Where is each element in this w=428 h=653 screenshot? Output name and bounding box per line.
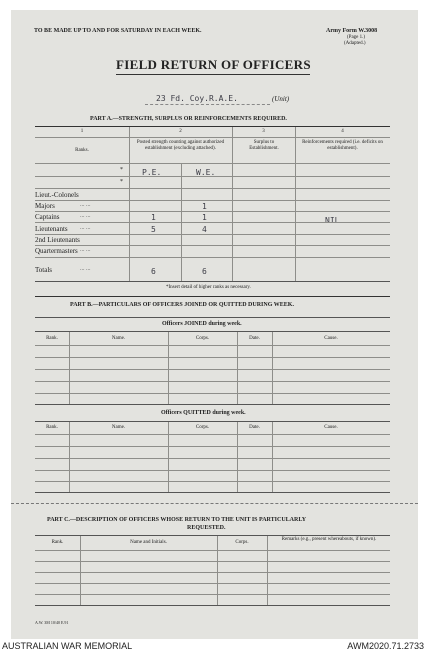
quitted-col-divider <box>168 422 169 492</box>
part-a-footnote: *Insert detail of higher ranks as necessary. <box>166 285 251 290</box>
joined-col-corps: Corps. <box>195 336 210 341</box>
page-note: (Page 1.) <box>347 35 366 40</box>
joined-col-name: Name. <box>111 336 126 341</box>
joined-row-rule <box>35 369 390 370</box>
part-b-top-rule <box>35 296 390 297</box>
quitted-bottom-rule <box>35 492 390 493</box>
col-number-2: 2 <box>179 129 182 134</box>
joined-col-cause: Cause. <box>324 336 338 341</box>
dot-leader: ... ... <box>80 225 91 231</box>
dot-leader: ... ... <box>80 266 91 272</box>
col-head-reinforcements: Reinforcements required (i.e. deficits on establishment). <box>302 140 383 151</box>
dot-leader: ... ... <box>80 202 91 208</box>
page-title: FIELD RETURN OF OFFICERS <box>116 57 311 72</box>
quitted-col-divider <box>69 422 70 492</box>
part-c-col-remarks: Remarks (e.g., present whereabouts, if known). <box>281 537 377 542</box>
col-head-ranks: Ranks. <box>75 148 89 153</box>
dot-leader: ... ... <box>80 247 91 253</box>
joined-col-rank: Rank. <box>46 336 58 341</box>
pe-value-captains: 1 <box>151 213 156 222</box>
part-c-col-divider <box>80 536 81 605</box>
unit-value: 23 Fd. Coy.R.A.E. <box>156 94 238 103</box>
we-value-lieutenants: 4 <box>202 225 207 234</box>
part-c-col-corps: Corps. <box>235 540 249 545</box>
col-head-posted-strength: Posted strength counting against authorized establishment (excluding attached). <box>136 140 225 151</box>
part-a-col-divider <box>295 127 296 281</box>
rank-label-lieutenants: Lieutenants <box>35 225 68 233</box>
col-head-surplus: Surplus to Establishment. <box>249 140 279 151</box>
part-c-row-rule <box>35 594 390 595</box>
joined-title-rule <box>35 331 390 332</box>
unit-label: (Unit) <box>272 95 290 103</box>
joined-col-divider <box>237 332 238 404</box>
quitted-row-rule <box>35 458 390 459</box>
rank-label-captains: Captains <box>35 213 60 221</box>
quitted-row-rule <box>35 481 390 482</box>
joined-col-divider <box>69 332 70 404</box>
joined-title: Officers JOINED during week. <box>162 321 242 327</box>
row-rule-2 <box>35 188 390 189</box>
part-c-row-rule <box>35 561 390 562</box>
asterisk-1: * <box>120 167 123 173</box>
dot-leader: ... ... <box>80 213 91 219</box>
quitted-head-rule <box>35 434 390 435</box>
form-instruction: TO BE MADE UP TO AND FOR SATURDAY IN EACH WEEK. <box>34 28 202 34</box>
total-we-value: 6 <box>202 267 207 276</box>
row-rule <box>35 200 390 201</box>
total-pe-value: 6 <box>151 267 156 276</box>
joined-head-rule <box>35 345 390 346</box>
part-c-col-rank: Rank. <box>51 540 64 545</box>
quitted-col-divider <box>237 422 238 492</box>
we-value-captains: 1 <box>202 213 207 222</box>
quitted-col-divider <box>272 422 273 492</box>
part-c-col-divider <box>267 536 268 605</box>
quitted-col-name: Name. <box>111 425 126 430</box>
quitted-col-corps: Corps. <box>195 425 210 430</box>
part-b-rule <box>35 317 390 318</box>
part-c-row-rule <box>35 572 390 573</box>
unit-dotted-line <box>145 104 270 105</box>
col-number-rule <box>35 137 390 138</box>
part-a-top-rule <box>35 126 390 127</box>
quitted-col-date: Date. <box>249 425 260 430</box>
quitted-title-rule <box>35 421 390 422</box>
rank-label-majors: Majors <box>35 202 55 210</box>
quitted-col-rank: Rank. <box>46 425 58 430</box>
rank-label-2nd-lieutenants: 2nd Lieutenants <box>35 236 80 244</box>
title-underline <box>116 74 310 75</box>
reinforcements-value: NIL <box>325 216 340 225</box>
part-c-heading-line2: REQUESTED. <box>187 525 226 531</box>
row-rule <box>35 234 390 235</box>
footer-institution: AUSTRALIAN WAR MEMORIAL <box>2 641 133 651</box>
joined-row-rule <box>35 393 390 394</box>
part-a-bottom-rule <box>35 281 390 282</box>
part-a-col-divider <box>232 127 233 281</box>
part-a-heading: PART A.—STRENGTH, SURPLUS OR REINFORCEMENTS REQUIRED. <box>90 116 287 122</box>
part-c-heading-line1: PART C.—DESCRIPTION OF OFFICERS WHOSE RETURN TO THE UNIT IS PARTICULARLY <box>47 517 307 523</box>
rank-label-quartermasters: Quartermasters <box>35 247 78 255</box>
joined-col-date: Date. <box>249 336 260 341</box>
col-number-3: 3 <box>262 129 265 134</box>
rank-label-lieut-colonels: Lieut.-Colonels <box>35 191 79 199</box>
quitted-row-rule <box>35 470 390 471</box>
part-a-col-divider <box>129 127 130 281</box>
totals-label: Totals <box>35 266 53 274</box>
row-rule <box>35 222 390 223</box>
joined-col-divider <box>272 332 273 404</box>
quitted-col-cause: Cause. <box>324 425 338 430</box>
part-c-head-rule <box>35 550 390 551</box>
part-c-bottom-rule <box>35 605 390 606</box>
part-c-row-rule <box>35 583 390 584</box>
row-rule <box>35 211 390 212</box>
joined-row-rule <box>35 357 390 358</box>
footer-accession-number: AWM2020.71.2733 <box>347 641 424 651</box>
print-mark: A.W. 3M 10/40 E.91 <box>35 620 69 625</box>
row-rule-1 <box>35 176 390 177</box>
sub-head-pe: P.E. <box>142 168 162 177</box>
perforation-line <box>11 503 418 504</box>
asterisk-2: * <box>120 179 123 185</box>
part-b-heading: PART B.—PARTICULARS OF OFFICERS JOINED OR QUITTED DURING WEEK. <box>70 302 294 308</box>
part-c-top-rule <box>35 535 390 536</box>
joined-col-divider <box>168 332 169 404</box>
row-rule <box>35 245 390 246</box>
quitted-title: Officers QUITTED during week. <box>161 410 246 416</box>
part-c-col-divider <box>217 536 218 605</box>
part-a-col-subdivider <box>181 164 182 281</box>
pe-value-lieutenants: 5 <box>151 225 156 234</box>
part-c-col-name: Name and Initials. <box>130 540 167 545</box>
army-form-number: Army Form W.3008 <box>326 28 378 34</box>
adapted-note: (Adapted.) <box>344 41 366 46</box>
row-rule <box>35 257 390 258</box>
col-number-1: 1 <box>80 129 84 134</box>
head-rule <box>35 163 390 164</box>
col-number-4: 4 <box>341 129 344 134</box>
joined-bottom-rule <box>35 404 390 405</box>
sub-head-we: W.E. <box>196 168 216 177</box>
quitted-row-rule <box>35 446 390 447</box>
we-value-majors: 1 <box>202 202 207 211</box>
joined-row-rule <box>35 381 390 382</box>
